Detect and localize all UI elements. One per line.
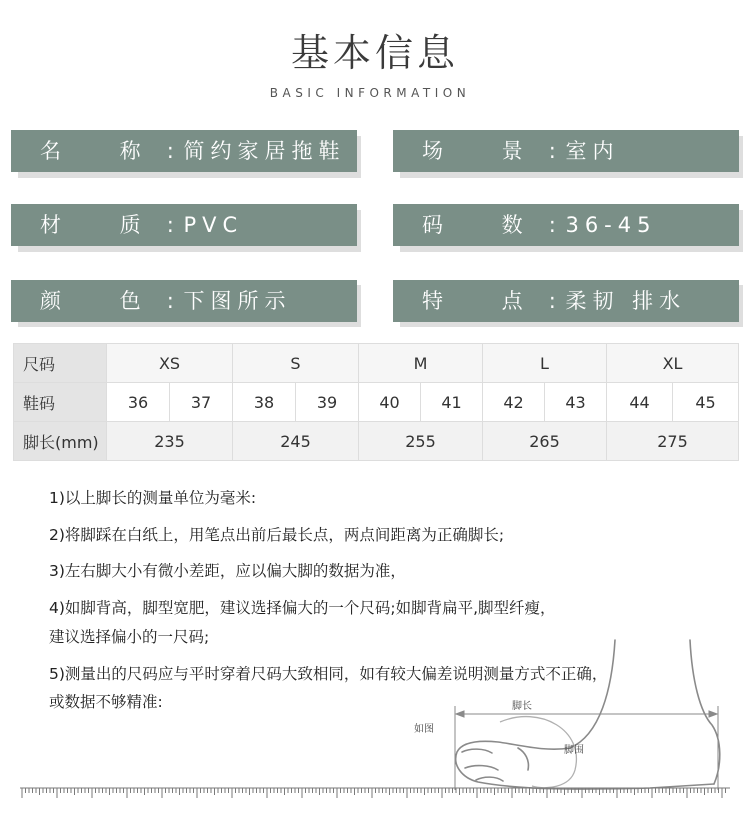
shoe-size-cell: 42 (483, 383, 545, 422)
shoe-size-cell: 38 (233, 383, 296, 422)
page-title: 基本信息 (290, 31, 459, 75)
info-value: 简约家居拖鞋 (183, 139, 346, 163)
note-line: 或数据不够精准: (49, 693, 163, 712)
info-key: 名 称 (40, 139, 167, 163)
foot-length-cell: 235 (107, 422, 233, 461)
info-colon: : (166, 139, 176, 163)
info-colon: : (166, 289, 176, 313)
foot-length-cell: 245 (233, 422, 359, 461)
shoe-size-cell: 39 (296, 383, 359, 422)
note-line: 5)测量出的尺码应与平时穿着尺码大致相同，如有较大偏差说明测量方式不正确， (49, 664, 608, 683)
foot-length-cell: 255 (359, 422, 483, 461)
foot-length-cell: 275 (607, 422, 739, 461)
info-colon: : (548, 139, 558, 163)
note-line: 建议选择偏小的一尺码; (49, 627, 210, 646)
info-value: 柔韧 排水 (565, 289, 687, 313)
foot-outline (456, 640, 720, 789)
info-value: 下图所示 (183, 289, 292, 313)
info-key: 场 景 (422, 139, 549, 163)
info-key: 材 质 (40, 213, 167, 237)
row-label: 尺码 (14, 344, 107, 383)
size-cell: M (359, 344, 483, 383)
shoe-size-cell: 37 (170, 383, 233, 422)
shoe-size-cell: 43 (545, 383, 607, 422)
size-cell: XL (607, 344, 739, 383)
note-line: 4)如脚背高，脚型宽肥，建议选择偏大的一个尺码;如脚背扁平,脚型纤瘦， (49, 599, 556, 618)
shoe-size-cell: 44 (607, 383, 673, 422)
shoe-size-cell: 41 (421, 383, 483, 422)
page-subtitle: BASIC INFORMATION (269, 86, 471, 100)
note-line: 3)左右脚大小有微小差距，应以偏大脚的数据为准， (49, 562, 406, 581)
info-colon: : (548, 289, 558, 313)
foot-length-cell: 265 (483, 422, 607, 461)
info-value: 36-45 (565, 213, 657, 237)
row-label: 鞋码 (14, 383, 107, 422)
size-cell: S (233, 344, 359, 383)
note-line: 1)以上脚长的测量单位为毫米: (49, 489, 257, 507)
label-example: 如图 (414, 724, 434, 735)
label-girth: 脚围 (564, 745, 584, 756)
info-key: 码 数 (422, 213, 549, 237)
shoe-size-cell: 36 (107, 383, 170, 422)
info-value: PVC (183, 213, 244, 237)
label-length: 脚长 (512, 701, 532, 712)
info-key: 特 点 (422, 289, 549, 313)
info-colon: : (548, 213, 558, 237)
info-key: 颜 色 (40, 289, 167, 313)
info-colon: : (166, 213, 176, 237)
shoe-size-cell: 45 (673, 383, 739, 422)
size-cell: XS (107, 344, 233, 383)
shoe-size-cell: 40 (359, 383, 421, 422)
info-value: 室内 (565, 139, 620, 163)
note-line: 2)将脚踩在白纸上，用笔点出前后最长点，两点间距离为正确脚长; (49, 525, 505, 544)
size-cell: L (483, 344, 607, 383)
ruler (20, 788, 730, 798)
row-label: 脚长(mm) (14, 422, 107, 461)
